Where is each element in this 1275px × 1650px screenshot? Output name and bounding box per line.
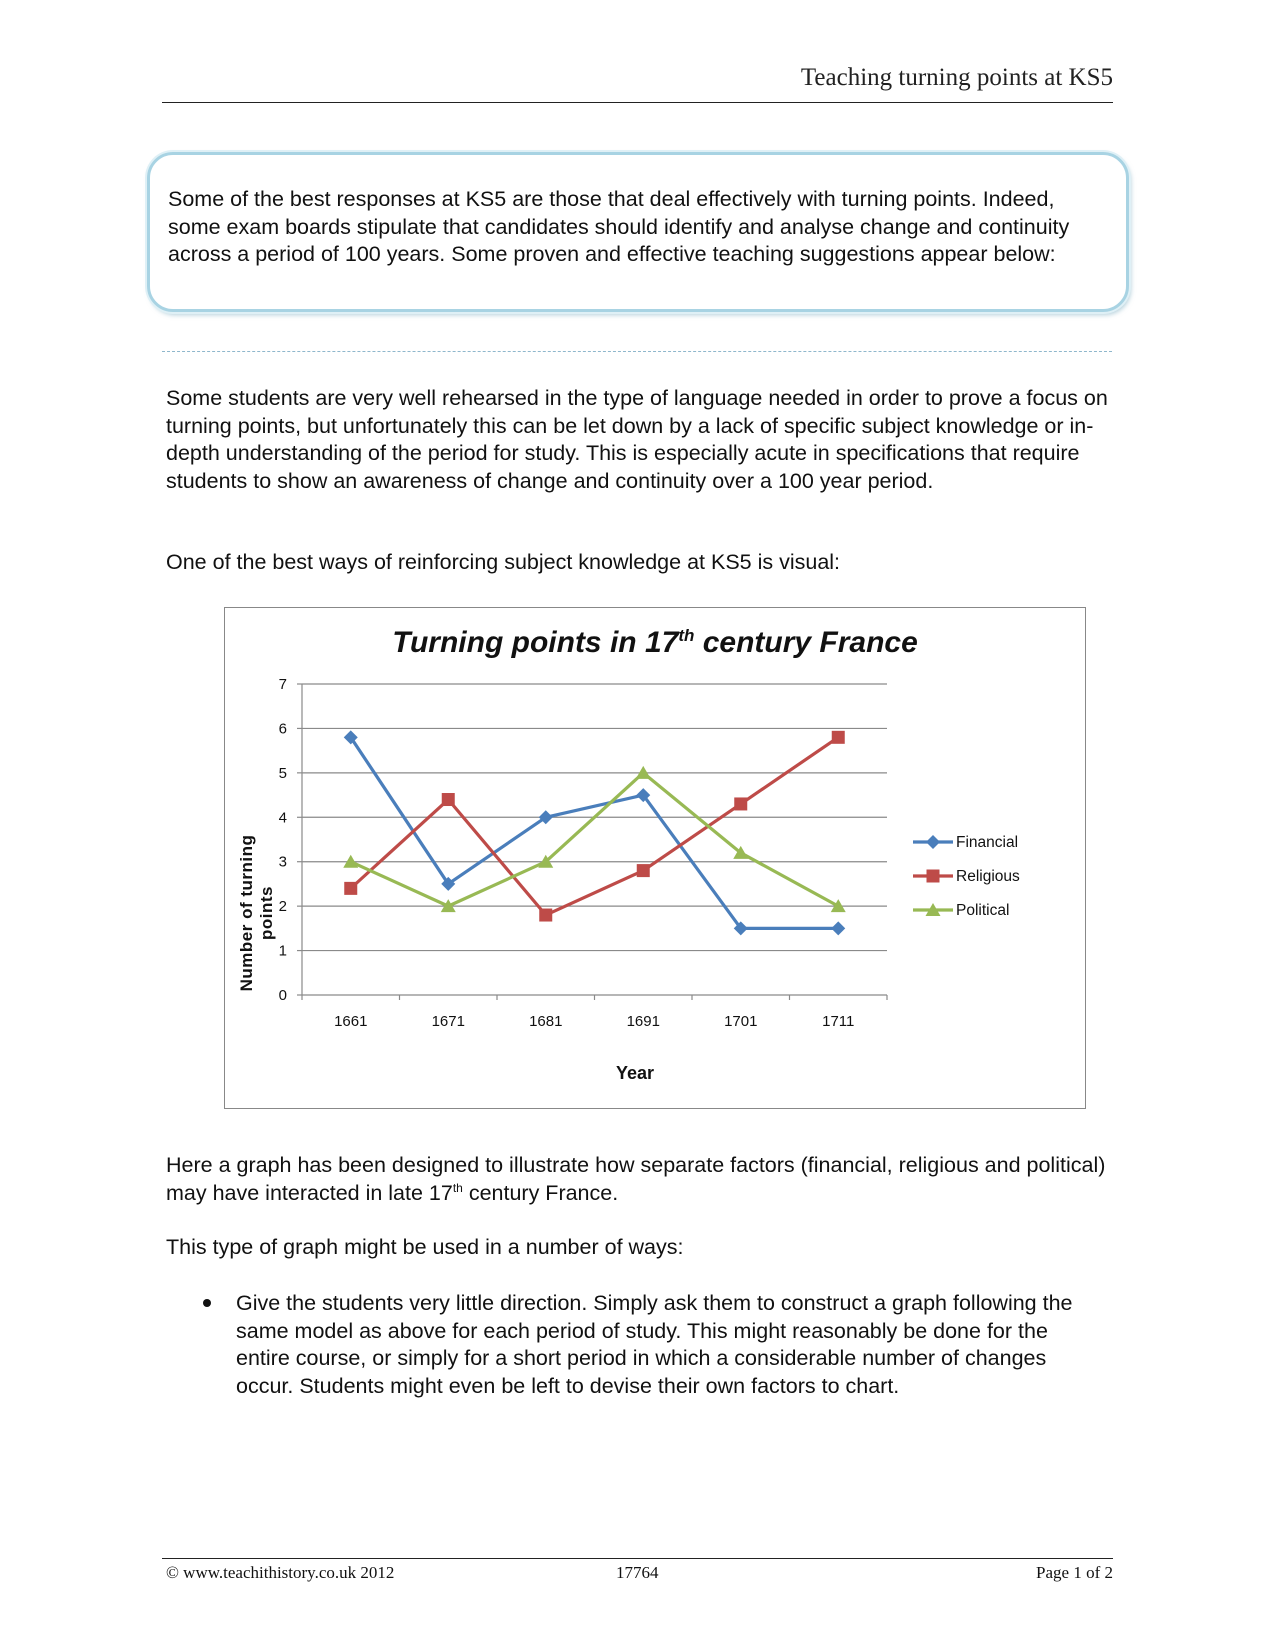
legend-label-financial: Financial xyxy=(956,834,1019,851)
y-axis-title: Number of turning points xyxy=(237,834,276,992)
intro-callout-box xyxy=(147,152,1129,312)
paragraph-uses: This type of graph might be used in a number of ways: xyxy=(166,1235,684,1259)
chart-title-sup: th xyxy=(678,626,695,645)
x-tick-label: 1671 xyxy=(431,1013,465,1030)
bullet-text: Give the students very little direction. Simply ask them to construct a graph following the same model as above for each period of study. This might reasonably be done for the entire course, or simply for a short period in which a considerable number of changes occur. Students might even be left to devise their own factors to chart. xyxy=(236,1291,1073,1398)
footer-copyright: © www.teachithistory.co.uk 2012 xyxy=(166,1563,395,1582)
p3-text-sup: th xyxy=(452,1180,463,1195)
y-tick-label: 2 xyxy=(278,898,287,916)
y-tick-label: 5 xyxy=(278,764,287,782)
footer-page-number: Page 1 of 2 xyxy=(1036,1563,1113,1582)
data-point-religious xyxy=(344,882,357,895)
x-tick-label: 1691 xyxy=(626,1013,660,1030)
x-axis-title: Year xyxy=(615,1063,655,1083)
y-tick-label: 0 xyxy=(278,987,287,1004)
data-point-religious xyxy=(442,793,455,806)
header-divider xyxy=(162,102,1113,103)
x-tick-label: 1701 xyxy=(724,1013,758,1030)
legend-marker-financial xyxy=(926,835,940,849)
data-point-religious xyxy=(734,797,747,810)
paragraph-graph-description xyxy=(166,1152,1116,1207)
paragraph-visual: One of the best ways of reinforcing subject knowledge at KS5 is visual: xyxy=(166,550,841,574)
y-tick-label: 3 xyxy=(278,853,287,871)
intro-text: Some of the best responses at KS5 are those that deal effectively with turning points. Indeed, some exam boards stipulate that candidates should identify and analyse change and continuity across a period of 100 years. Some proven and effective teaching suggestions appear below: xyxy=(168,187,1070,266)
legend-label-political: Political xyxy=(956,902,1010,919)
data-point-religious xyxy=(832,731,845,744)
series-line-financial xyxy=(351,737,839,928)
y-tick-label: 6 xyxy=(278,720,287,738)
paragraph-language: Some students are very well rehearsed in the type of language needed in order to prove a focus on turning points, but unfortunately this can be let down by a lack of specific subject knowledge or in-depth understanding of the period for study. This is especially acute in specifications that require students to show an awareness of change and continuity over a 100 year period. xyxy=(166,386,1108,493)
y-tick-label: 1 xyxy=(278,942,287,960)
data-point-religious xyxy=(539,909,552,922)
chart-title-end: century France xyxy=(694,626,918,659)
p3-text-after: century France. xyxy=(462,1180,619,1205)
series-line-political xyxy=(351,773,839,906)
series-line-religious xyxy=(351,737,839,915)
legend-marker-religious xyxy=(927,870,940,883)
legend-label-religious: Religious xyxy=(956,868,1020,885)
x-tick-label: 1711 xyxy=(822,1013,855,1030)
footer-divider xyxy=(162,1558,1113,1559)
x-tick-label: 1681 xyxy=(529,1013,563,1030)
data-point-religious xyxy=(637,864,650,877)
y-tick-label: 7 xyxy=(278,676,287,693)
data-point-financial xyxy=(831,921,845,935)
chart-title-main: Turning points in 17 xyxy=(392,626,679,659)
p3-text-before: Here a graph has been designed to illustrate how separate factors (financial, religious and political) may have interacted in late 17 xyxy=(166,1153,1106,1205)
line-chart xyxy=(225,608,1085,1108)
dashed-divider xyxy=(162,351,1112,352)
x-tick-label: 1661 xyxy=(334,1013,368,1030)
page-header-title: Teaching turning points at KS5 xyxy=(800,64,1113,91)
footer-code: 17764 xyxy=(616,1563,659,1582)
y-tick-label: 4 xyxy=(278,809,287,827)
bullet-icon xyxy=(203,1299,211,1307)
chart-frame xyxy=(224,607,1086,1109)
